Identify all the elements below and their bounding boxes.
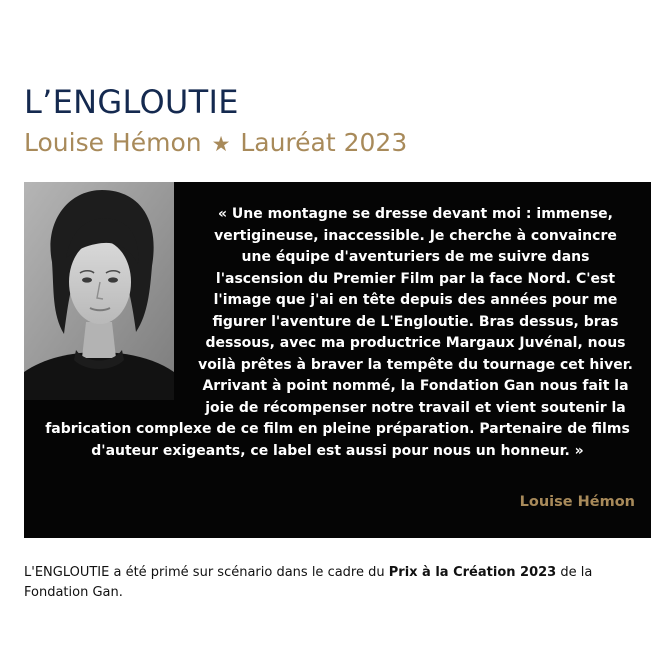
author-award-line bbox=[24, 126, 407, 161]
quote-text: « Une montagne se dresse devant moi : immense, vertigineuse, inaccessible. Je cherche à convaincre une équipe d'aventuriers de me suivre dans l'ascension du Premier Film par la face Nord. C'est l'image que j'ai en tête depuis des années pour me figurer l'aventure de L'Engloutie. Bras dessus, bras dessous, avec ma productrice Margaux Juvénal, nous voilà prêtes à braver la tempête du tournage cet hiver. Arrivant à point nommé, la Fondation Gan nous fait la joie de récompenser notre travail et vient soutenir la fabrication complexe de ce film en pleine préparation. Partenaire de films d'auteur exigeants, ce label est aussi pour nous un honneur. » bbox=[45, 206, 633, 459]
quote-box bbox=[24, 182, 651, 538]
portrait-photo bbox=[24, 182, 174, 400]
caption-text-end: de la Fondation Gan. bbox=[24, 565, 593, 600]
author-portrait bbox=[24, 182, 174, 400]
quote-signature: Louise Hémon bbox=[519, 494, 635, 510]
award-label: Lauréat 2023 bbox=[240, 128, 408, 157]
award-caption bbox=[24, 563, 658, 603]
star-icon: ★ bbox=[211, 132, 231, 156]
page-title: L’ENGLOUTIE bbox=[24, 83, 239, 121]
prize-name: Prix à la Création 2023 bbox=[388, 565, 557, 580]
author-name: Louise Hémon bbox=[24, 128, 202, 157]
caption-text-start: L'ENGLOUTIE a été primé sur scénario dans le cadre du bbox=[24, 565, 389, 580]
